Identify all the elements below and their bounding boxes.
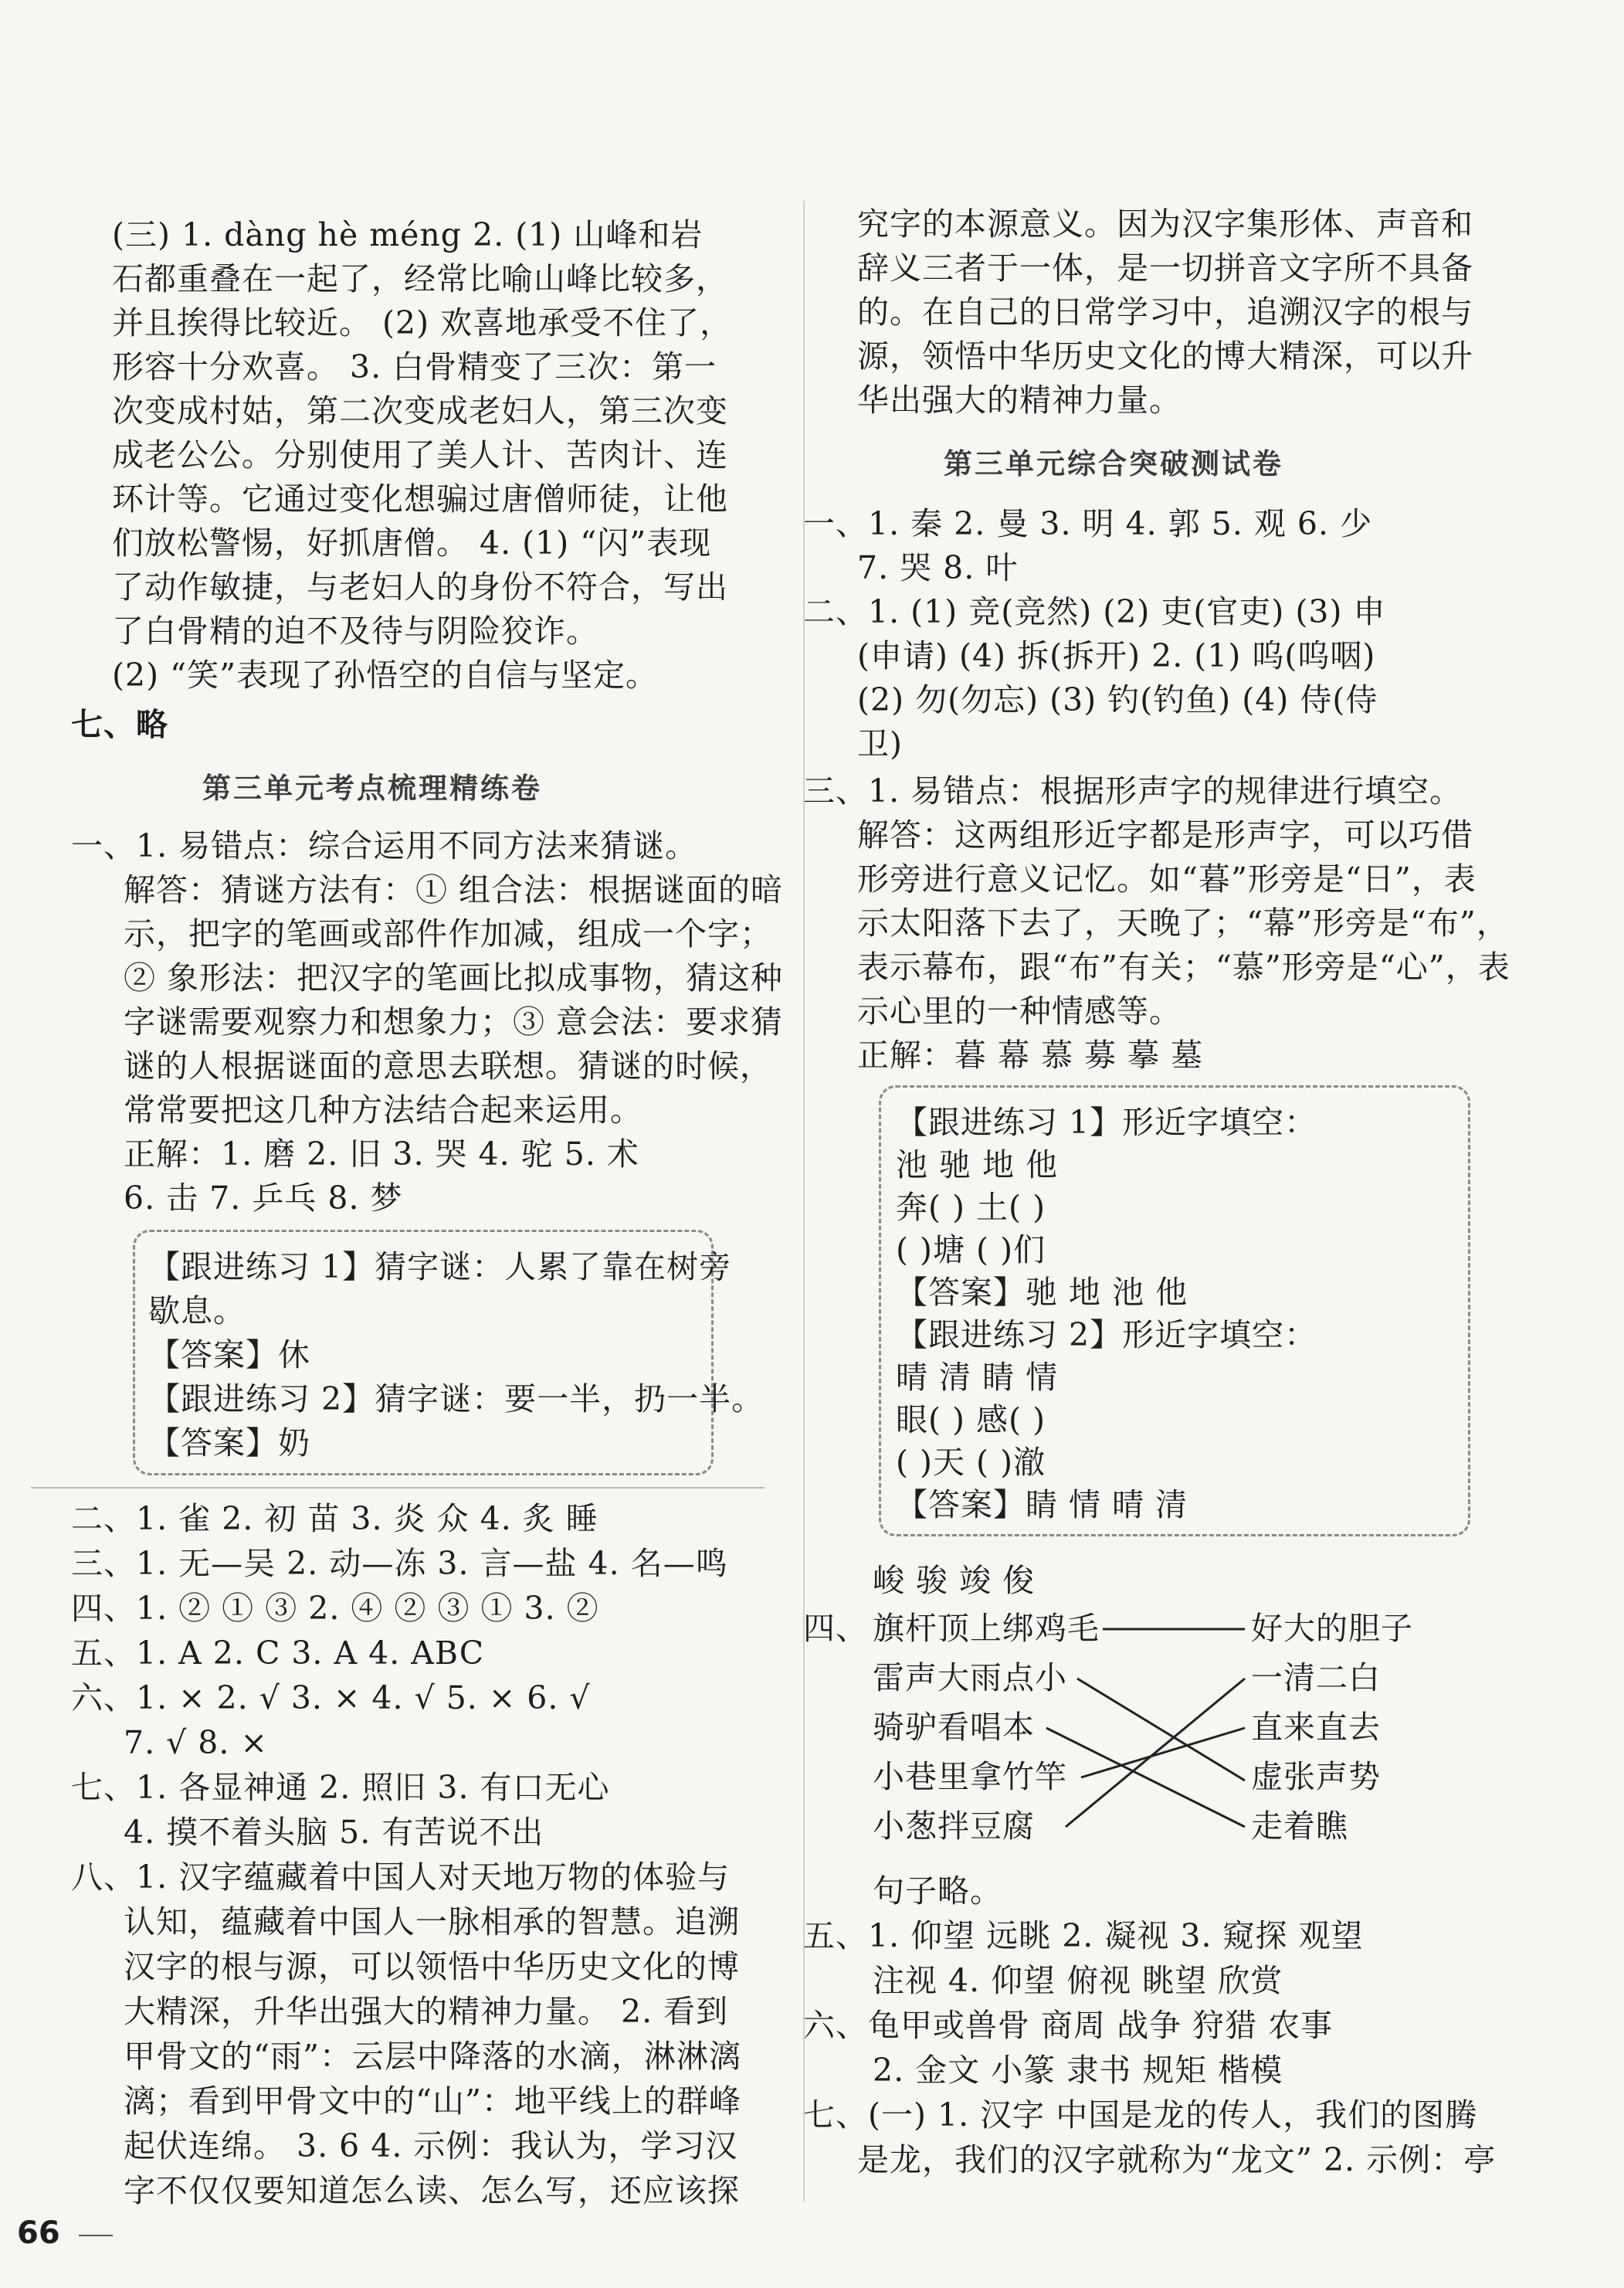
- q1-line-3: ② 象形法：把汉字的笔画比拟成事物，猜这种: [124, 959, 784, 996]
- rest-line-8: 八、1. 汉字蕴藏着中国人对天地万物的体验与: [71, 1859, 731, 1896]
- s3-line-4: 次变成村姑，第二次变成老妇人，第三次变: [112, 392, 728, 429]
- match-left-2: 骑驴看唱本: [873, 1709, 1035, 1746]
- right-box-line-1: 池 驰 地 他: [896, 1146, 1059, 1183]
- match-lead: 四、: [803, 1610, 868, 1647]
- s7-line: 七、略: [71, 706, 168, 743]
- match-right-2: 直来直去: [1251, 1709, 1381, 1746]
- left-box-line-2: 【答案】休: [148, 1336, 310, 1373]
- match-line-1: [1077, 1679, 1245, 1780]
- rest-line-10: 汉字的根与源，可以领悟中华历史文化的博: [124, 1948, 740, 1985]
- rq-line-4: (2) 勿(勿忘) (3) 钓(钓鱼) (4) 侍(侍: [857, 681, 1378, 718]
- rest-line-3: 五、1. A 2. C 3. A 4. ABC: [71, 1635, 485, 1672]
- s3-line-1: 石都重叠在一起了，经常比喻山峰比较多，: [112, 260, 728, 297]
- s3-line-6: 环计等。它通过变化想骗过唐僧师徒，让他: [112, 480, 728, 518]
- rest-line-2: 四、1. ② ① ③ 2. ④ ② ③ ① 3. ②: [71, 1590, 599, 1627]
- q1-line-1: 解答：猜谜方法有：① 组合法：根据谜面的暗: [124, 871, 784, 908]
- match-right-4: 走着瞧: [1251, 1808, 1348, 1845]
- rq-line-11: 示心里的一种情感等。: [857, 993, 1182, 1030]
- match-right-0: 好大的胆子: [1251, 1610, 1413, 1647]
- right-box-line-9: 【答案】睛 情 晴 清: [896, 1486, 1188, 1523]
- q1-line-5: 谜的人根据谜面的意思去联想。猜谜的时候，: [124, 1047, 772, 1085]
- tail-line-5: 七、(一) 1. 汉字 中国是龙的传人，我们的图腾: [803, 2096, 1478, 2134]
- s3-line-7: 们放松警惕，好抓唐僧。 4. (1) “闪”表现: [112, 524, 712, 562]
- match-left-1: 雷声大雨点小: [873, 1659, 1067, 1696]
- right-box-line-7: 眼( ) 感( ): [896, 1401, 1046, 1438]
- rest-line-9: 认知，蕴藏着中国人一脉相承的智慧。追溯: [124, 1903, 740, 1940]
- q1-line-7: 正解：1. 磨 2. 旧 3. 哭 4. 驼 5. 术: [124, 1136, 639, 1173]
- s3-line-3: 形容十分欢喜。 3. 白骨精变了三次：第一: [112, 348, 717, 385]
- rq-line-5: 卫): [857, 725, 903, 762]
- rest-line-12: 甲骨文的“雨”：云层中降落的水滴，淋淋漓: [124, 2038, 741, 2075]
- left-section-title: 第三单元考点梳理精练卷: [202, 772, 542, 805]
- rest-line-0: 二、1. 雀 2. 初 苗 3. 炎 众 4. 炙 睡: [71, 1500, 598, 1537]
- match-line-4: [1066, 1679, 1245, 1827]
- s3-line-0: (三) 1. dàng hè méng 2. (1) 山峰和岩: [112, 216, 704, 253]
- rq-line-0: 一、1. 秦 2. 曼 3. 明 4. 郭 5. 观 6. 少: [803, 505, 1373, 542]
- left-box-line-4: 【答案】奶: [148, 1424, 310, 1461]
- rq-line-8: 形旁进行意义记忆。如“暮”形旁是“日”，表: [857, 861, 1477, 898]
- tail-line-2: 注视 4. 仰望 俯视 眺望 欣赏: [873, 1962, 1283, 1999]
- after-box-line: 峻 骏 竣 俊: [873, 1562, 1036, 1599]
- q1-line-6: 常常要把这几种方法结合起来运用。: [124, 1091, 642, 1129]
- left-box-line-1: 歇息。: [148, 1292, 246, 1329]
- right-box-line-4: 【答案】驰 地 池 他: [896, 1274, 1188, 1311]
- q1-line-0: 一、1. 易错点：综合运用不同方法来猜谜。: [71, 827, 698, 864]
- rest-line-6: 七、1. 各显神通 2. 照旧 3. 有口无心: [71, 1769, 610, 1806]
- left-box-line-0: 【跟进练习 1】猜字谜：人累了靠在树旁: [148, 1248, 732, 1285]
- intro-line-2: 的。在自己的日常学习中，追溯汉字的根与: [857, 294, 1473, 331]
- tail-line-6: 是龙，我们的汉字就称为“龙文” 2. 示例：亭: [857, 2141, 1497, 2178]
- rest-line-5: 7. √ 8. ×: [124, 1724, 268, 1761]
- rq-line-1: 7. 哭 8. 叶: [857, 549, 1019, 586]
- intro-line-4: 华出强大的精神力量。: [857, 382, 1182, 419]
- right-box-line-5: 【跟进练习 2】形近字填空：: [896, 1316, 1317, 1353]
- right-box-line-2: 奔( ) 土( ): [896, 1189, 1046, 1226]
- rest-line-7: 4. 摸不着头脑 5. 有苦说不出: [124, 1814, 544, 1851]
- rq-line-7: 解答：这两组形近字都是形声字，可以巧借: [857, 816, 1473, 854]
- s3-line-10: (2) “笑”表现了孙悟空的自信与坚定。: [112, 657, 659, 694]
- rest-line-11: 大精深，升华出强大的精神力量。 2. 看到: [124, 1993, 729, 2030]
- rq-line-2: 二、1. (1) 竞(竞然) (2) 吏(官吏) (3) 申: [803, 593, 1386, 630]
- match-right-1: 一清二白: [1251, 1659, 1381, 1696]
- page-number: 66: [17, 2215, 60, 2251]
- page-number-rule: [79, 2235, 113, 2236]
- match-left-3: 小巷里拿竹竿: [873, 1758, 1067, 1795]
- rest-line-13: 漓；看到甲骨文中的“山”：地平线上的群峰: [124, 2083, 741, 2120]
- rest-line-4: 六、1. × 2. √ 3. × 4. √ 5. × 6. √: [71, 1679, 591, 1716]
- s3-line-9: 了白骨精的迫不及待与阴险狡诈。: [112, 613, 598, 650]
- s3-line-8: 了动作敏捷，与老妇人的身份不符合，写出: [112, 569, 728, 606]
- match-left-4: 小葱拌豆腐: [873, 1808, 1035, 1845]
- intro-line-1: 辞义三者于一体，是一切拼音文字所不具备: [857, 250, 1473, 287]
- s3-line-5: 成老公公。分别使用了美人计、苦肉计、连: [112, 436, 728, 474]
- rq-line-6: 三、1. 易错点：根据形声字的规律进行填空。: [803, 772, 1463, 810]
- rq-line-10: 表示幕布，跟“布”有关；“慕”形旁是“心”，表: [857, 949, 1510, 986]
- tail-line-1: 五、1. 仰望 远眺 2. 凝视 3. 窥探 观望: [803, 1917, 1364, 1954]
- rq-line-12: 正解：暮 幕 慕 募 摹 墓: [857, 1037, 1204, 1074]
- q1-line-2: 示，把字的笔画或部件作加减，组成一个字；: [124, 915, 772, 952]
- right-box-line-8: ( )天 ( )澈: [896, 1444, 1046, 1481]
- left-box-line-3: 【跟进练习 2】猜字谜：要一半，扔一半。: [148, 1380, 765, 1417]
- rest-line-15: 字不仅仅要知道怎么读、怎么写，还应该探: [124, 2172, 740, 2209]
- match-line-2: [1046, 1728, 1245, 1827]
- s3-line-2: 并且挨得比较近。 (2) 欢喜地承受不住了，: [112, 304, 733, 341]
- rest-line-1: 三、1. 无—吴 2. 动—冻 3. 言—盐 4. 名—鸣: [71, 1545, 728, 1582]
- match-right-3: 虚张声势: [1251, 1758, 1381, 1795]
- right-box-line-3: ( )塘 ( )们: [896, 1231, 1046, 1268]
- intro-line-0: 究字的本源意义。因为汉字集形体、声音和: [857, 205, 1473, 243]
- q1-line-8: 6. 击 7. 乒乓 8. 梦: [124, 1180, 403, 1217]
- right-section-title: 第三单元综合突破测试卷: [944, 447, 1283, 480]
- rest-line-14: 起伏连绵。 3. 6 4. 示例：我认为，学习汉: [124, 2127, 738, 2164]
- rq-line-9: 示太阳落下去了，天晚了；“幕”形旁是“布”，: [857, 905, 1509, 942]
- match-left-0: 旗杆顶上绑鸡毛: [873, 1610, 1100, 1647]
- rq-line-3: (申请) (4) 拆(拆开) 2. (1) 呜(呜咽): [857, 637, 1376, 674]
- q1-line-4: 字谜需要观察力和想象力；③ 意会法：要求猜: [124, 1003, 784, 1040]
- match-line-3: [1081, 1728, 1245, 1777]
- tail-line-0: 句子略。: [873, 1872, 1002, 1909]
- tail-line-3: 六、龟甲或兽骨 商周 战争 狩猎 农事: [803, 2007, 1334, 2044]
- right-box-line-0: 【跟进练习 1】形近字填空：: [896, 1104, 1317, 1141]
- intro-line-3: 源，领悟中华历史文化的博大精深，可以升: [857, 338, 1473, 375]
- right-box-line-6: 晴 清 睛 情: [896, 1359, 1059, 1396]
- tail-line-4: 2. 金文 小篆 隶书 规矩 楷模: [873, 2052, 1283, 2089]
